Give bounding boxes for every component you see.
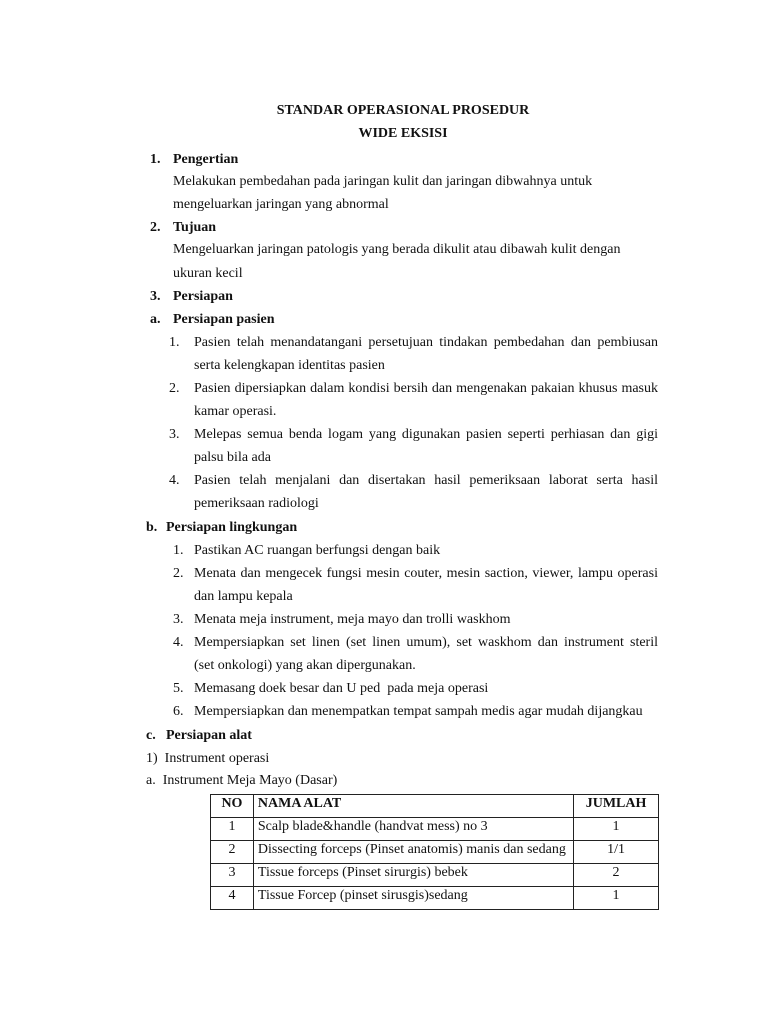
list-number: 4. <box>173 635 184 650</box>
document-subtitle: WIDE EKSISI <box>358 126 448 141</box>
list-item-line: kamar operasi. <box>194 404 277 419</box>
sub-item-meja-mayo: a. Instrument Meja Mayo (Dasar) <box>146 773 338 788</box>
list-item-line: Memasang doek besar dan U ped pada meja operasi <box>194 681 489 696</box>
list-item-line: serta kelengkapan identitas pasien <box>194 358 385 373</box>
list-number: 1. <box>169 335 180 350</box>
cell-no: 4 <box>211 887 254 910</box>
sub-item-instrument-operasi: 1) Instrument operasi <box>146 751 270 766</box>
paragraph-line: Melakukan pembedahan pada jaringan kulit dan jaringan dibwahnya untuk <box>173 174 593 189</box>
list-item-line: Pasien telah menjalani dan disertakan hasil pemeriksaan laborat serta hasil <box>194 473 658 488</box>
list-item-line: Pasien telah menandatangani persetujuan tindakan pembedahan dan pembiusan <box>194 335 658 350</box>
table-row <box>211 818 659 841</box>
cell-qty: 2 <box>574 864 659 887</box>
cell-no: 1 <box>211 818 254 841</box>
section-number: 3. <box>150 289 161 304</box>
table-row <box>211 864 659 887</box>
list-number: 3. <box>169 427 180 442</box>
subsection-heading-persiapan-lingkungan: Persiapan lingkungan <box>166 520 298 535</box>
cell-no: 3 <box>211 864 254 887</box>
list-item-line: palsu bila ada <box>194 450 271 465</box>
subsection-heading-persiapan-pasien: Persiapan pasien <box>173 312 275 327</box>
list-item-line: Melepas semua benda logam yang digunakan pasien seperti perhiasan dan gigi <box>194 427 658 442</box>
paragraph-line: ukuran kecil <box>173 266 243 281</box>
list-number: 5. <box>173 681 184 696</box>
list-item-line: Mempersiapkan set linen (set linen umum), set waskhom dan instrument steril <box>194 635 658 650</box>
section-heading-tujuan: Tujuan <box>173 220 217 235</box>
subsection-letter: a. <box>150 312 161 327</box>
paragraph-line: mengeluarkan jaringan yang abnormal <box>173 197 389 212</box>
cell-no: 2 <box>211 841 254 864</box>
subsection-heading-persiapan-alat: Persiapan alat <box>166 728 252 743</box>
cell-qty: 1 <box>574 818 659 841</box>
list-number: 2. <box>169 381 180 396</box>
instrument-table <box>210 794 659 910</box>
list-item-line: Mempersiapkan dan menempatkan tempat sampah medis agar mudah dijangkau <box>194 704 643 719</box>
table-row <box>211 841 659 864</box>
cell-name: Scalp blade&handle (handvat mess) no 3 <box>253 818 573 841</box>
section-heading-pengertian: Pengertian <box>173 152 239 167</box>
list-item-line: Menata dan mengecek fungsi mesin couter, mesin saction, viewer, lampu operasi <box>194 566 658 581</box>
list-number: 2. <box>173 566 184 581</box>
list-number: 1. <box>173 543 184 558</box>
table-row <box>211 887 659 910</box>
column-header-no: NO <box>211 795 254 818</box>
cell-qty: 1/1 <box>574 841 659 864</box>
list-number: 6. <box>173 704 184 719</box>
column-header-jumlah: JUMLAH <box>574 795 659 818</box>
list-number: 3. <box>173 612 184 627</box>
cell-name: Tissue forceps (Pinset sirurgis) bebek <box>253 864 573 887</box>
list-item-line: dan lampu kepala <box>194 589 293 604</box>
list-item-line: Menata meja instrument, meja mayo dan trolli waskhom <box>194 612 511 627</box>
list-number: 4. <box>169 473 180 488</box>
column-header-nama-alat: NAMA ALAT <box>253 795 573 818</box>
cell-qty: 1 <box>574 887 659 910</box>
subsection-letter: b. <box>146 520 158 535</box>
list-item-line: Pastikan AC ruangan berfungsi dengan baik <box>194 543 441 558</box>
subsection-letter: c. <box>146 728 156 743</box>
list-item-line: (set onkologi) yang akan dipergunakan. <box>194 658 416 673</box>
list-item-line: pemeriksaan radiologi <box>194 496 319 511</box>
paragraph-line: Mengeluarkan jaringan patologis yang berada dikulit atau dibawah kulit dengan <box>173 242 621 257</box>
document-title: STANDAR OPERASIONAL PROSEDUR <box>276 103 530 118</box>
section-heading-persiapan: Persiapan <box>173 289 233 304</box>
cell-name: Tissue Forcep (pinset sirusgis)sedang <box>253 887 573 910</box>
section-number: 1. <box>150 152 161 167</box>
cell-name: Dissecting forceps (Pinset anatomis) manis dan sedang <box>253 841 573 864</box>
section-number: 2. <box>150 220 161 235</box>
list-item-line: Pasien dipersiapkan dalam kondisi bersih dan mengenakan pakaian khusus masuk <box>194 381 658 396</box>
table-header-row <box>211 795 659 818</box>
